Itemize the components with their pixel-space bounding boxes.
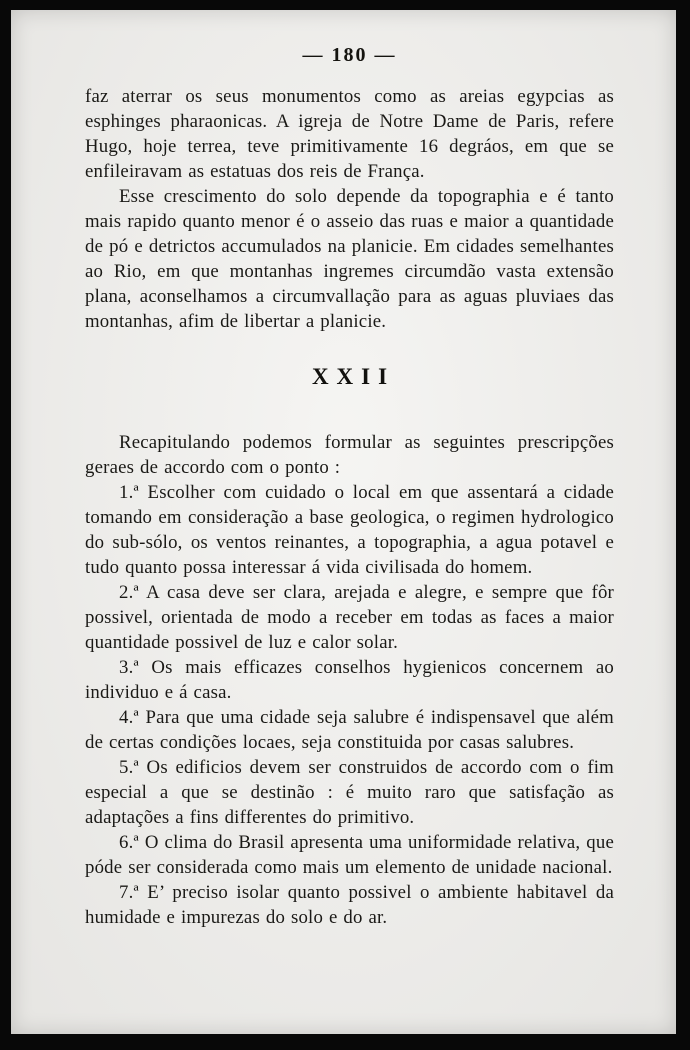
paragraph-soil-growth: Esse crescimento do solo depende da topographia e é tanto mais rapido quanto menor é o asseio das ruas e maior a quantidade de pó e detrictos accumulados na planicie. Em cidades semelhantes ao Rio, em que montanhas ingremes circumdão vasta extensão plana, aconselhamos a circumvallação para as aguas pluviaes das montanhas, afim de libertar a planicie. bbox=[85, 186, 614, 332]
prescription-item-7: 7.ª E’ preciso isolar quanto possivel o ambiente habitavel da humidade e impurezas do solo e do ar. bbox=[85, 882, 614, 928]
prescription-item-1: 1.ª Escolher com cuidado o local em que assentará a cidade tomando em consideração a base geologica, o regimen hydrologico do sub-sólo, os ventos reinantes, a topographia, a agua potavel e tudo quanto possa interessar á vida civilisada do homem. bbox=[85, 482, 614, 578]
paragraph-recap-intro: Recapitulando podemos formular as seguintes prescripções geraes de accordo com o ponto : bbox=[85, 432, 614, 478]
prescription-item-2: 2.ª A casa deve ser clara, arejada e alegre, e sempre que fôr possivel, orientada de modo a receber em todas as faces a maior quantidade possivel de luz e calor solar. bbox=[85, 582, 614, 653]
chapter-heading-xxii: XXII bbox=[311, 364, 396, 389]
page-number: — 180 — bbox=[302, 44, 397, 66]
prescription-item-6: 6.ª O clima do Brasil apresenta uma uniformidade relativa, que póde ser considerada como mais um elemento de unidade nacional. bbox=[85, 832, 614, 878]
paragraph-monuments: faz aterrar os seus monumentos como as areias egypcias as esphinges pharaonicas. A igreja de Notre Dame de Paris, refere Hugo, hoje terrea, teve primitivamente 16 degráos, em que se enfileiravam as estatuas dos reis de França. bbox=[85, 86, 614, 182]
prescription-item-5: 5.ª Os edificios devem ser construidos de accordo com o fim especial a que se destinão : é muito raro que satisfação as adaptações a fins differentes do primitivo. bbox=[85, 757, 614, 828]
prescription-item-4: 4.ª Para que uma cidade seja salubre é indispensavel que além de certas condições locaes, seja constituida por casas salubres. bbox=[85, 707, 614, 753]
prescription-item-3: 3.ª Os mais efficazes conselhos hygienicos concernem ao individuo e á casa. bbox=[85, 657, 614, 703]
book-page bbox=[11, 10, 676, 1034]
